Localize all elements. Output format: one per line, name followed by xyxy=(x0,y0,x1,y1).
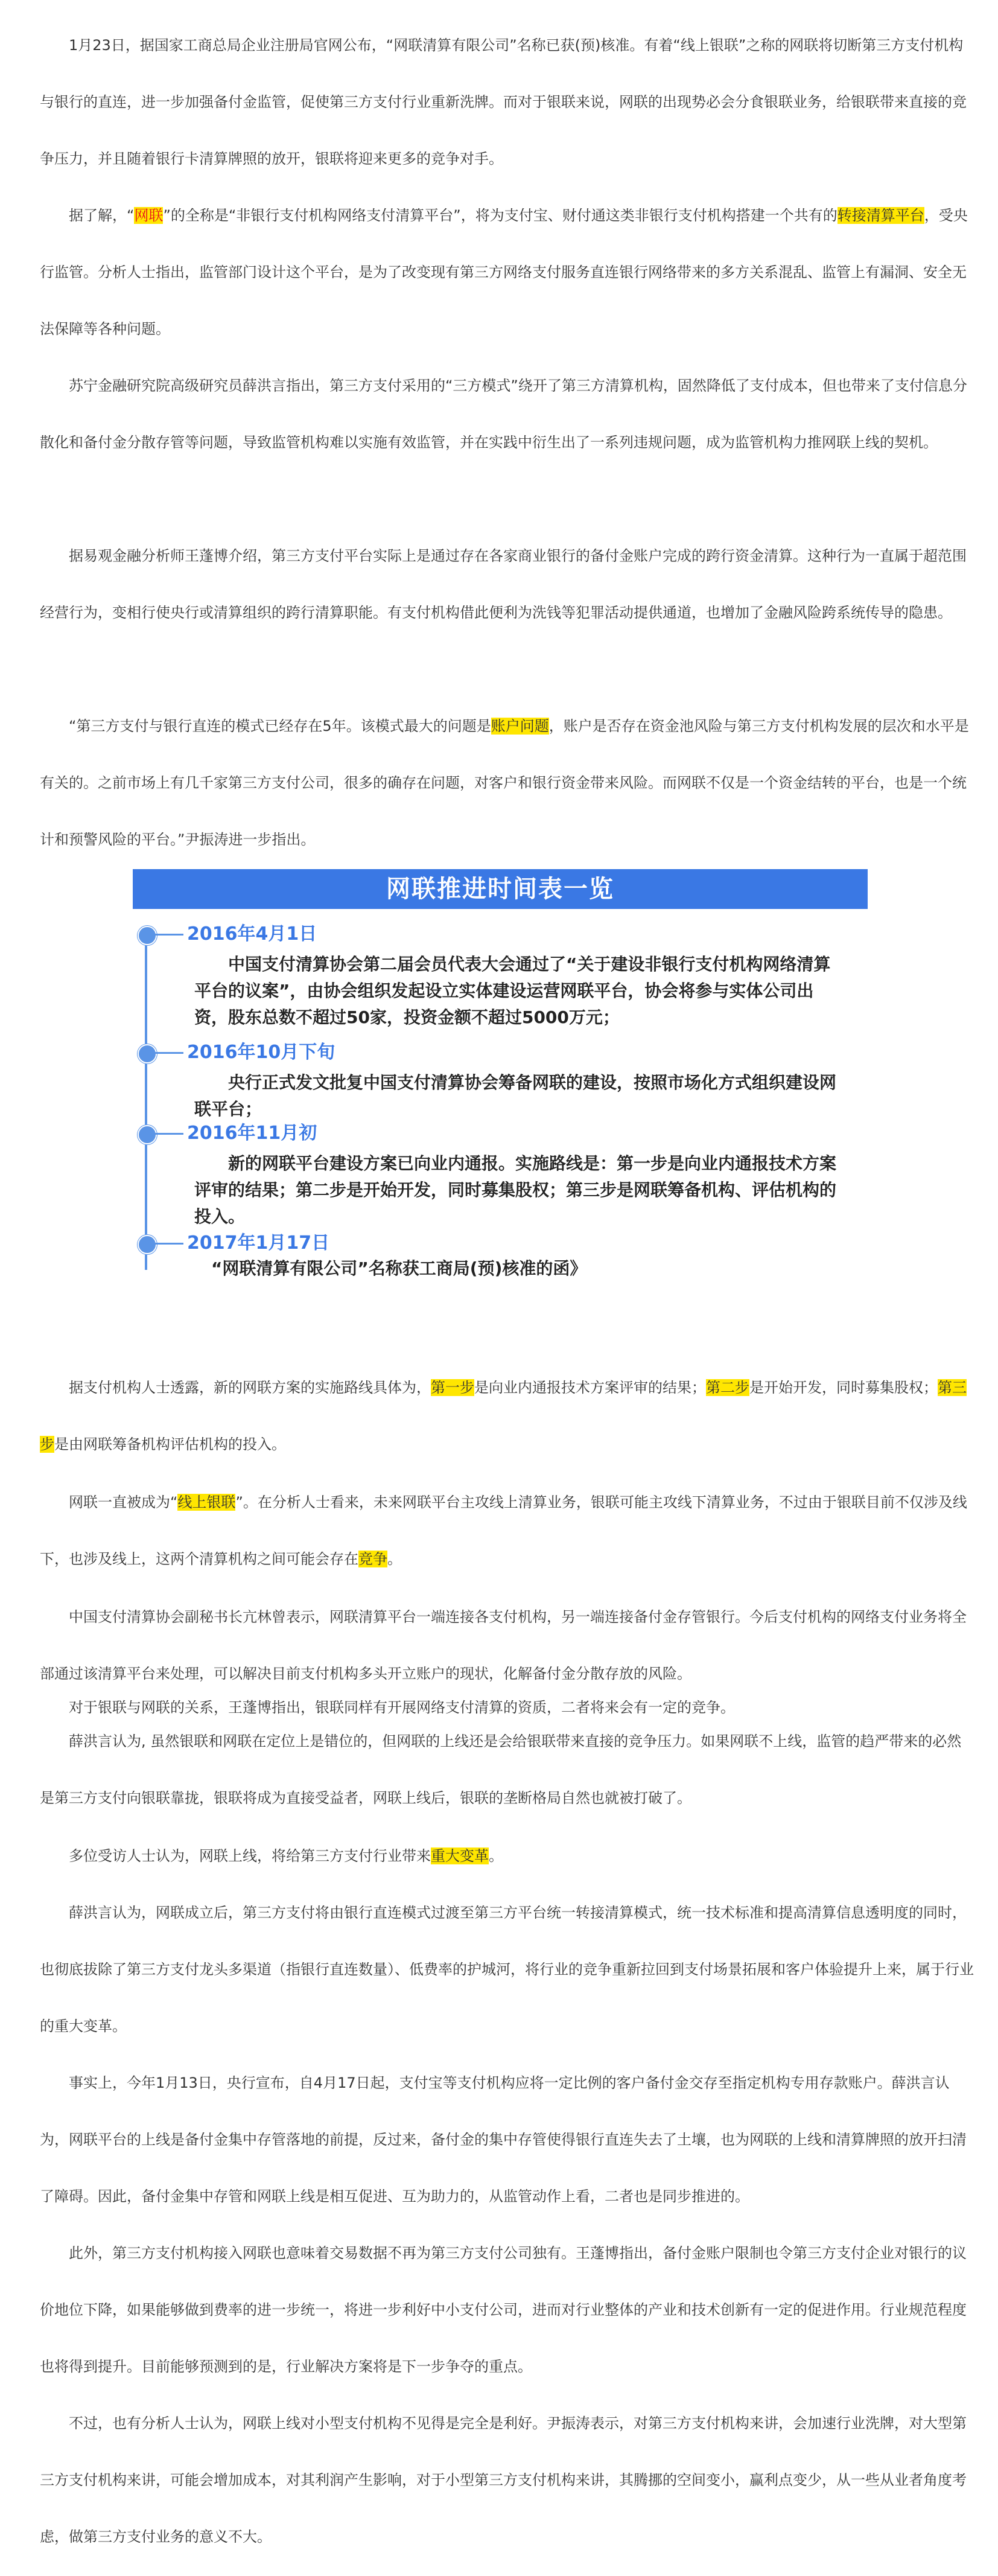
highlighted-keyword: 第一步 xyxy=(431,1379,474,1396)
timeline-dot xyxy=(138,926,157,945)
paragraph-text: “第三方支付与银行直连的模式已经存在5年。该模式最大的问题是 xyxy=(69,718,491,735)
timeline-connector xyxy=(154,1052,183,1054)
paragraph xyxy=(40,17,974,187)
paragraph-text: ，受央行监管。分析人士指出，监管部门设计这个平台，是为了改变现有第三方网络支付服务直连银行网络带来的多方关系混乱、监管上有漏洞、安全无法保障等各种问题。 xyxy=(40,207,968,337)
paragraph-text: 多位受访人士认为，网联上线，将给第三方支付行业带来 xyxy=(69,1848,431,1864)
paragraph-text: 1月23日，据国家工商总局企业注册局官网公布，“网联清算有限公司”名称已获(预)核准。有着“线上银联”之称的网联将切断第三方支付机构与银行的直连，进一步加强备付金监管，促使第三方支付行业重新洗牌。而对于银联来说，网联的出现势必会分食银联业务，给银联带来直接的竞争压力，并且随着银行卡清算牌照的放开，银联将迎来更多的竞争对手。 xyxy=(40,37,967,167)
paragraph-text: 据支付机构人士透露，新的网联方案的实施路线具体为， xyxy=(69,1379,431,1396)
timeline-text: 新的网联平台建设方案已向业内通报。实施路线是：第一步是向业内通报技术方案评审的结果；第二步是开始开发，同时募集股权；第三步是网联筹备机构、评估机构的投入。 xyxy=(194,1153,837,1226)
paragraph-text: 是由网联筹备机构评估机构的投入。 xyxy=(54,1436,286,1453)
timeline-graphic xyxy=(133,869,868,1278)
paragraph xyxy=(40,2395,974,2565)
paragraph-text: 薛洪言认为，网联成立后，第三方支付将由银行直连模式过渡至第三方平台统一转接清算模式，统一技术标准和提高清算信息透明度的同时，也彻底拔除了第三方支付龙头多渠道（指银行直连数量）、低费率的护城河，将行业的竞争重新拉回到支付场景拓展和客户体验提升上来，属于行业的重大变革。 xyxy=(40,1904,974,2035)
highlighted-keyword: 重大变革 xyxy=(431,1848,489,1864)
timeline-dot xyxy=(138,1044,157,1063)
paragraph xyxy=(40,698,974,868)
paragraph-text: 苏宁金融研究院高级研究员薛洪言指出，第三方支付采用的“三方模式”绕开了第三方清算机构，固然降低了支付成本，但也带来了支付信息分散化和备付金分散存管等问题，导致监管机构难以实施有效监管，并在实践中衍生出了一系列违规问题，成为监管机构力推网联上线的契机。 xyxy=(40,377,967,451)
timeline-date: 2016年10月下旬 xyxy=(187,1042,335,1063)
paragraph xyxy=(40,357,974,471)
paragraph xyxy=(40,1884,974,2055)
paragraph-text: 。 xyxy=(489,1848,503,1864)
paragraph-text: 此外，第三方支付机构接入网联也意味着交易数据不再为第三方支付公司独有。王蓬博指出，备付金账户限制也令第三方支付企业对银行的议价地位下降，如果能够做到费率的进一步统一，将进一步利好中小支付公司，进而对行业整体的产业和技术创新有一定的促进作用。行业规范程度也将得到提升。目前能够预测到的是，行业解决方案将是下一步争夺的重点。 xyxy=(40,2245,967,2375)
highlighted-keyword: 网联 xyxy=(134,207,164,224)
paragraph-text: ，账户是否存在资金池风险与第三方支付机构发展的层次和水平是有关的。之前市场上有几千家第三方支付公司，很多的确存在问题，对客户和银行资金带来风险。而网联不仅是一个资金结转的平台，也是一个统计和预警风险的平台。”尹振涛进一步指出。 xyxy=(40,718,969,848)
timeline-text: 央行正式发文批复中国支付清算协会筹备网联的建设，按照市场化方式组织建设网联平台； xyxy=(194,1073,837,1119)
paragraph xyxy=(40,1359,974,1473)
paragraph-text: 网联一直被成为“ xyxy=(69,1494,178,1511)
paragraph xyxy=(40,2055,974,2225)
timeline-line xyxy=(145,934,147,1270)
timeline-text: “网联清算有限公司”名称获工商局(预)核准的函》 xyxy=(211,1258,587,1278)
timeline-connector xyxy=(154,934,183,936)
highlighted-keyword: 转接清算平台 xyxy=(837,207,924,224)
timeline-date: 2016年4月1日 xyxy=(187,923,317,945)
paragraph xyxy=(40,1713,974,1826)
paragraph-text: ”的全称是“非银行支付机构网络支付清算平台”，将为支付宝、财付通这类非银行支付机构搭建一个共有的 xyxy=(163,207,837,224)
paragraph xyxy=(40,187,974,357)
timeline-date: 2017年1月17日 xyxy=(187,1232,330,1254)
timeline-dot xyxy=(138,1125,157,1144)
paragraph-text: 中国支付清算协会副秘书长亢林曾表示，网联清算平台一端连接各支付机构，另一端连接备付金存管银行。今后支付机构的网络支付业务将全部通过该清算平台来处理，可以解决目前支付机构多头开立账户的现状，化解备付金分散存放的风险。 xyxy=(40,1608,967,1682)
timeline-text: 中国支付清算协会第二届会员代表大会通过了“关于建设非银行支付机构网络清算平台的议案”，由协会组织发起设立实体建设运营网联平台，协会将参与实体公司出资，股东总数不超过50家，投资金额不超过5000万元； xyxy=(194,954,831,1027)
paragraph-text: 是开始开发，同时募集股权； xyxy=(749,1379,938,1396)
paragraph-text: 对于银联与网联的关系，王蓬博指出，银联同样有开展网络支付清算的资质，二者将来会有一定的竞争。 xyxy=(69,1699,735,1716)
paragraph-text: 是向业内通报技术方案评审的结果； xyxy=(474,1379,706,1396)
paragraph-text: 。 xyxy=(387,1551,402,1567)
paragraph-text: 不过，也有分析人士认为，网联上线对小型支付机构不见得是完全是利好。尹振涛表示，对第三方支付机构来讲，会加速行业洗牌，对大型第三方支付机构来讲，可能会增加成本，对其利润产生影响，对于小型第三方支付机构来讲，其腾挪的空间变小，赢利点变少，从一些从业者角度考虑，做第三方支付业务的意义不大。 xyxy=(40,2415,967,2545)
highlighted-keyword: 竞争 xyxy=(358,1551,387,1567)
highlighted-keyword: 账户问题 xyxy=(491,718,549,735)
timeline-title: 网联推进时间表一览 xyxy=(133,869,868,909)
paragraph xyxy=(40,2225,974,2395)
paragraph-text: 据了解，“ xyxy=(69,207,135,224)
paragraph-text: 事实上，今年1月13日，央行宣布，自4月17日起，支付宝等支付机构应将一定比例的客户备付金交存至指定机构专用存款账户。薛洪言认为，网联平台的上线是备付金集中存管落地的前提，反过来，备付金的集中存管使得银行直连失去了土壤，也为网联的上线和清算牌照的放开扫清了障碍。因此，备付金集中存管和网联上线是相互促进、互为助力的，从监管动作上看，二者也是同步推进的。 xyxy=(40,2074,967,2205)
highlighted-keyword: 线上银联 xyxy=(177,1494,236,1511)
timeline-connector xyxy=(154,1243,183,1245)
highlighted-keyword: 第三步 xyxy=(40,1379,967,1453)
timeline-connector xyxy=(154,1133,183,1135)
timeline-dot xyxy=(138,1235,157,1254)
paragraph-text: 据易观金融分析师王蓬博介绍，第三方支付平台实际上是通过存在各家商业银行的备付金账户完成的跨行资金清算。这种行为一直属于超范围经营行为，变相行使央行或清算组织的跨行清算职能。有支付机构借此便利为洗钱等犯罪活动提供通道，也增加了金融风险跨系统传导的隐患。 xyxy=(40,547,967,621)
paragraph-text: 薛洪言认为, 虽然银联和网联在定位上是错位的，但网联的上线还是会给银联带来直接的竞争压力。如果网联不上线，监管的趋严带来的必然是第三方支付向银联靠拢，银联将成为直接受益者，网联上线后，银联的垄断格局自然也就被打破了。 xyxy=(40,1733,962,1806)
paragraph xyxy=(40,1828,974,1884)
paragraph-text: ”。在分析人士看来，未来网联平台主攻线上清算业务，银联可能主攻线下清算业务，不过由于银联目前不仅涉及线下，也涉及线上，这两个清算机构之间可能会存在 xyxy=(40,1494,967,1567)
timeline-date: 2016年11月初 xyxy=(187,1123,317,1144)
paragraph xyxy=(40,1474,974,1587)
highlighted-keyword: 第二步 xyxy=(706,1379,749,1396)
paragraph xyxy=(40,528,974,641)
